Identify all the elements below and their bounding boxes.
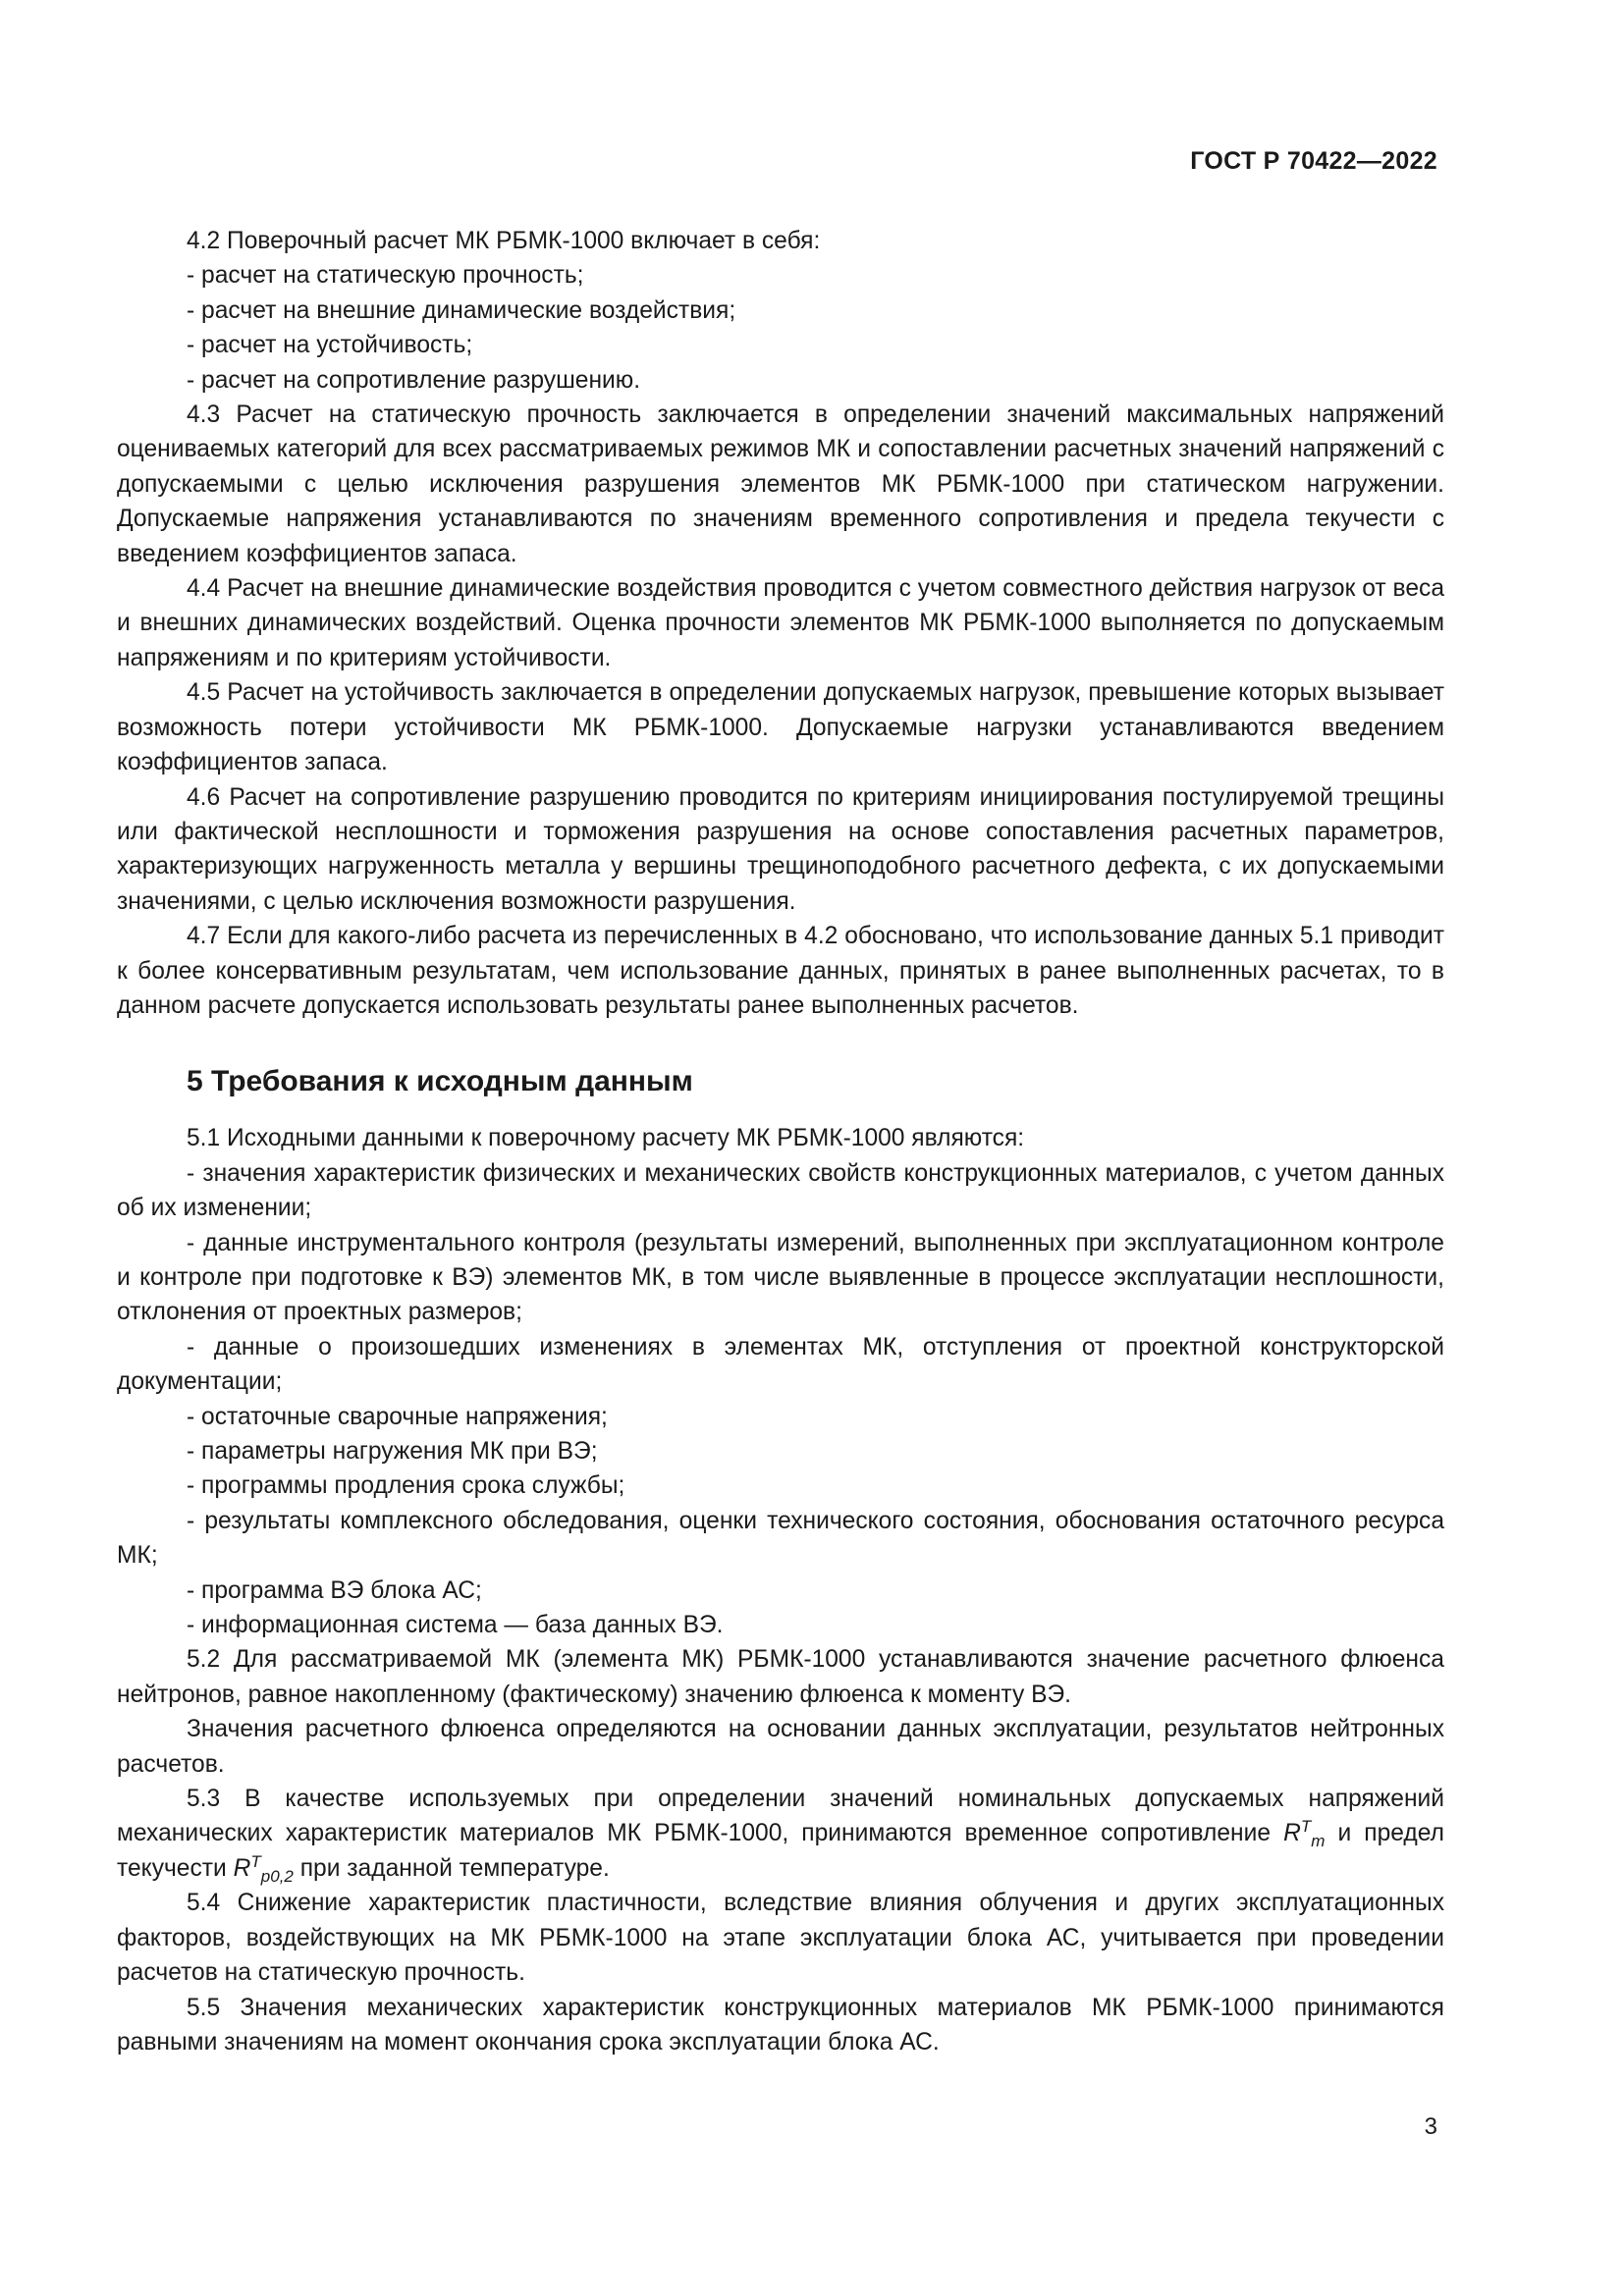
paragraph-5-3-text-1: 5.3 В качестве используемых при определении значений номинальных допускаемых напряжений механических характеристик материалов МК РБМК-1000, принимаются временное сопротивление — [117, 1786, 1444, 1847]
list-item: - остаточные сварочные напряжения; — [187, 1403, 608, 1430]
list-item: - данные инструментального контроля (результаты измерений, выполненных при эксплуатационном контроле и контроле при подготовке к ВЭ) элементов МК, в том числе выявленные в процессе эксплуатации несплошности, отклонения от проектных размеров; — [117, 1229, 1444, 1326]
list-item: - программа ВЭ блока АС; — [187, 1576, 482, 1604]
paragraph-5-4: 5.4 Снижение характеристик пластичности, вследствие влияния облучения и других эксплуатационных факторов, воздействующих на МК РБМК-1000 на этапе эксплуатации блока АС, учитывается при проведении расчетов на статическую прочность. — [117, 1890, 1444, 1987]
list-item: - программы продления срока службы; — [187, 1472, 625, 1500]
list-item: - расчет на статическую прочность; — [187, 262, 584, 290]
paragraph-5-3-text-3: при заданной температуре. — [293, 1854, 610, 1882]
list-item: - информационная система — база данных ВЭ. — [187, 1612, 724, 1639]
list-item: - расчет на внешние динамические воздействия; — [187, 296, 736, 324]
paragraph-5-5: 5.5 Значения механических характеристик конструкционных материалов МК РБМК-1000 принимаются равными значениям на момент окончания срока эксплуатации блока АС. — [117, 1994, 1444, 2056]
list-item: - расчет на устойчивость; — [187, 332, 473, 359]
paragraph-4-4: 4.4 Расчет на внешние динамические воздействия проводится с учетом совместного действия нагрузок от веса и внешних динамических воздействий. Оценка прочности элементов МК РБМК-1000 выполняется по допускаемым напряжениям и по критериям устойчивости. — [117, 575, 1444, 671]
paragraph-5-3-text-2: и предел текучести — [117, 1820, 1444, 1882]
paragraph-5-1: 5.1 Исходными данными к поверочному расчету МК РБМК-1000 являются: — [187, 1125, 1025, 1152]
paragraph-4-6: 4.6 Расчет на сопротивление разрушению проводится по критериям инициирования постулируемой трещины или фактической несплошности и торможения разрушения на основе сопоставления расчетных параметров, характеризующих нагруженность металла у вершины трещиноподобного расчетного дефекта, с их допускаемыми значениями, с целью исключения возможности разрушения. — [117, 783, 1444, 915]
tensile-strength-symbol: $R^T_m$ — [1283, 1817, 1326, 1851]
paragraph-5-2-continued: Значения расчетного флюенса определяются на основании данных эксплуатации, результатов нейтронных расчетов. — [117, 1716, 1444, 1778]
list-item: - параметры нагружения МК при ВЭ; — [187, 1438, 598, 1465]
page-number: 3 — [1424, 2113, 1437, 2140]
paragraph-4-3: 4.3 Расчет на статическую прочность заключается в определении значений максимальных напряжений оцениваемых категорий для всех рассматриваемых режимов МК и сопоставлении расчетных значений напряжений с допускаемыми с целью исключения разрушения элементов МК РБМК-1000 при статическом нагружении. Допускаемые напряжения устанавливаются по значениям временного сопротивления и предела текучести с введением коэффициентов запаса. — [117, 401, 1444, 567]
list-item: - значения характеристик физических и механических свойств конструкционных материалов, с учетом данных об их изменении; — [117, 1159, 1444, 1222]
yield-strength-symbol: $R^T_{p0,2}$ — [233, 1851, 294, 1886]
paragraph-4-5: 4.5 Расчет на устойчивость заключается в определении допускаемых нагрузок, превышение которых вызывает возможность потери устойчивости МК РБМК-1000. Допускаемые нагрузки устанавливаются введением коэффициентов запаса. — [117, 679, 1444, 776]
section-5-heading: 5 Требования к исходным данным — [187, 1065, 693, 1098]
document-code-header: ГОСТ Р 70422—2022 — [1190, 147, 1437, 175]
paragraph-4-7: 4.7 Если для какого-либо расчета из перечисленных в 4.2 обосновано, что использование данных 5.1 приводит к более консервативным результатам, чем использование данных, принятых в ранее выполненных расчетах, то в данном расчете допускается использовать результаты ранее выполненных расчетов. — [117, 923, 1444, 1019]
list-item: - результаты комплексного обследования, оценки технического состояния, обоснования остаточного ресурса МК; — [117, 1507, 1444, 1570]
list-item: - расчет на сопротивление разрушению. — [187, 366, 641, 394]
paragraph-4-2: 4.2 Поверочный расчет МК РБМК-1000 включает в себя: — [187, 228, 821, 254]
paragraph-5-3 — [117, 1782, 1444, 1886]
list-item: - данные о произошедших изменениях в элементах МК, отступления от проектной конструкторской документации; — [117, 1333, 1444, 1396]
paragraph-5-2: 5.2 Для рассматриваемой МК (элемента МК) РБМК-1000 устанавливаются значение расчетного флюенса нейтронов, равное накопленному (фактическому) значению флюенса к моменту ВЭ. — [117, 1646, 1444, 1708]
document-body — [117, 224, 1444, 2059]
